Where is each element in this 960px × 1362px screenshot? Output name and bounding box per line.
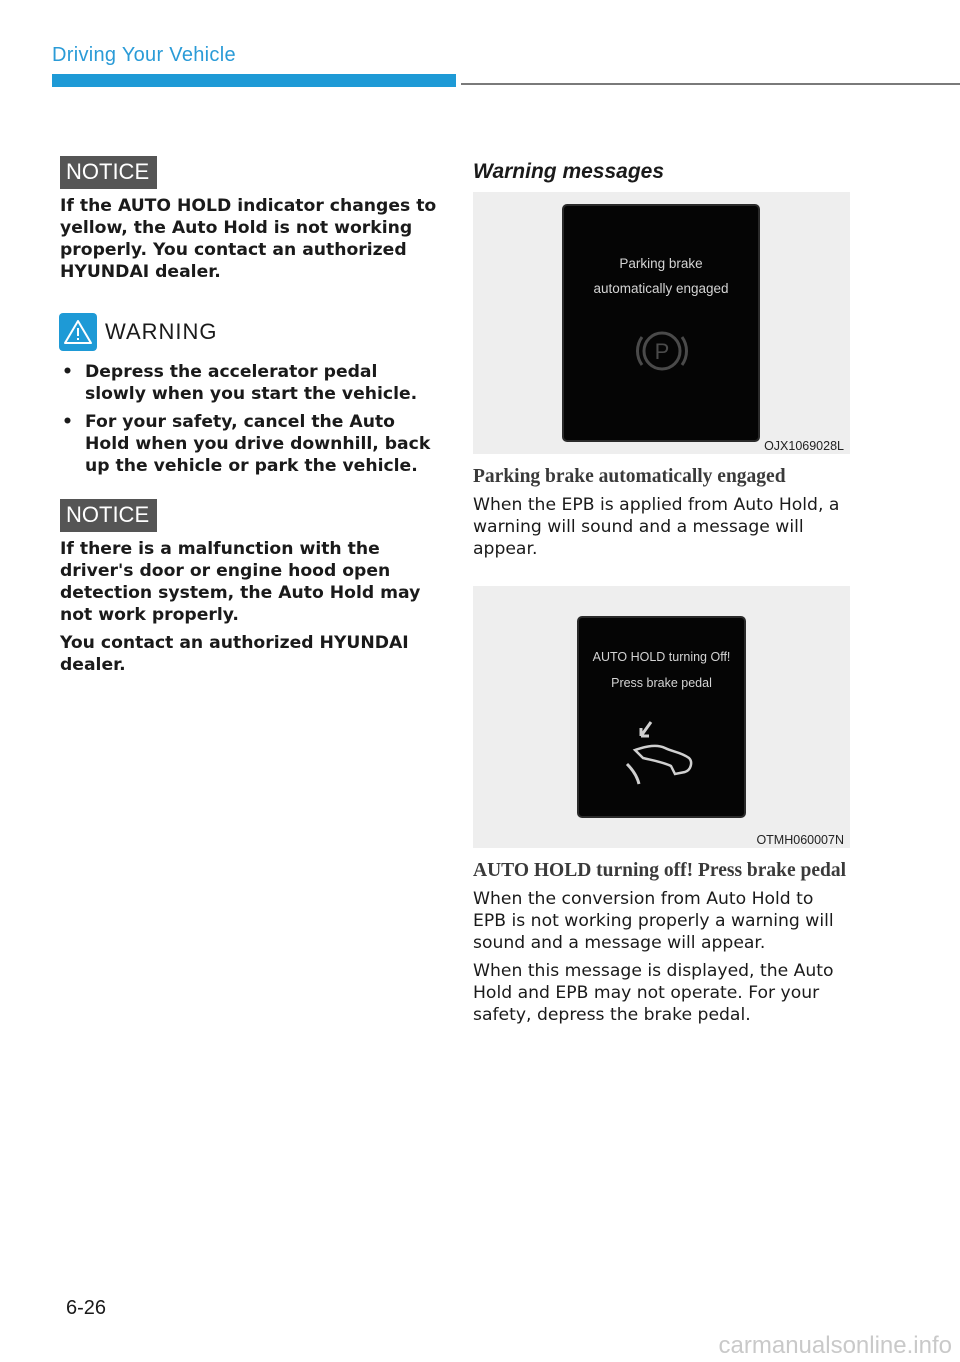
- left-column: [60, 156, 440, 676]
- warning-item: • For your safety, cancel the Auto Hold when you drive downhill, back up the vehicle or park the vehicle.: [62, 412, 431, 476]
- screen-text-line: Parking brake: [619, 256, 703, 271]
- watermark: carmanualsonline.info: [718, 1332, 952, 1359]
- notice-text: If the AUTO HOLD indicator changes to yellow, the Auto Hold is not working properly. You contact an authorized HYUNDAI dealer.: [60, 196, 437, 282]
- warning-triangle-icon: [59, 313, 97, 351]
- notice-text: You contact an authorized HYUNDAI dealer.: [60, 633, 409, 675]
- figure-caption: Parking brake automatically engaged: [473, 466, 786, 487]
- notice-badge: NOTICE: [60, 156, 157, 189]
- cluster-screen: [562, 204, 760, 442]
- warning-list: [60, 361, 440, 477]
- notice-block-2: [60, 499, 440, 676]
- parking-brake-icon: [634, 323, 690, 379]
- warning-item: • Depress the accelerator pedal slowly when you start the vehicle.: [62, 362, 418, 404]
- screen-text-line: AUTO HOLD turning Off!: [592, 650, 731, 664]
- screen-text-line: Press brake pedal: [611, 676, 712, 690]
- figure-code: OJX1069028L: [764, 439, 844, 453]
- figure-auto-hold-off: [473, 586, 850, 848]
- figure-caption: AUTO HOLD turning off! Press brake pedal: [473, 860, 847, 881]
- warning-label: WARNING: [105, 319, 218, 344]
- page-number: 6-26: [66, 1297, 107, 1319]
- header-accent-bar: [52, 74, 456, 87]
- figure-code: OTMH060007N: [756, 833, 844, 847]
- warning-header: [59, 313, 440, 351]
- cluster-screen: [577, 616, 746, 818]
- notice-text: If there is a malfunction with the driver's door or engine hood open detection system, the Auto Hold may not work properly.: [60, 539, 421, 625]
- header-rule: [461, 83, 960, 85]
- body-paragraph: When this message is displayed, the Auto Hold and EPB may not operate. For your safety, depress the brake pedal.: [473, 961, 834, 1025]
- section-title: Warning messages: [473, 160, 665, 183]
- body-paragraph: When the conversion from Auto Hold to EPB is not working properly a warning will sound and a message will appear.: [473, 889, 834, 953]
- svg-text:P: P: [654, 339, 670, 364]
- chapter-title: Driving Your Vehicle: [52, 44, 236, 66]
- body-paragraph: When the EPB is applied from Auto Hold, a warning will sound and a message will appear.: [473, 495, 840, 559]
- screen-text-line: automatically engaged: [593, 281, 729, 296]
- figure-parking-brake: [473, 192, 850, 454]
- right-column: [473, 160, 851, 1026]
- notice-badge: NOTICE: [60, 499, 157, 532]
- foot-pedal-icon: [621, 718, 701, 788]
- notice-block-1: [60, 156, 440, 283]
- warning-block: [60, 313, 440, 477]
